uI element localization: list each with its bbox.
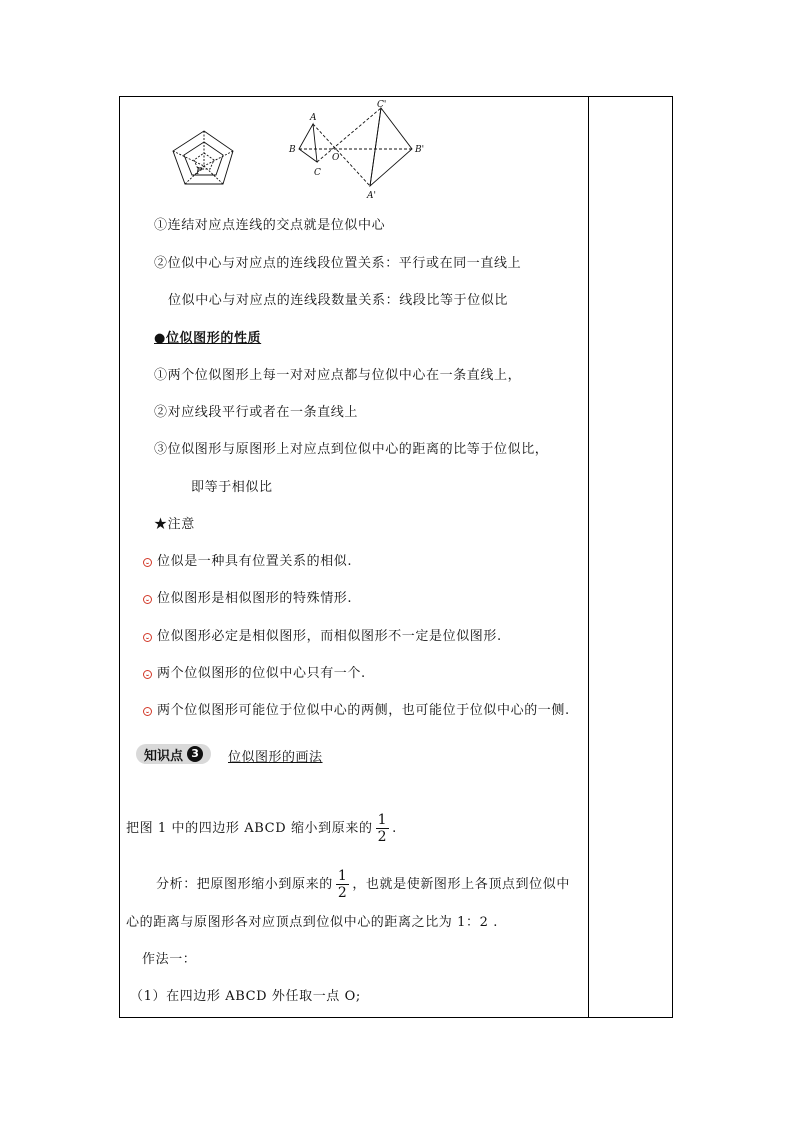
property-1: ①两个位似图形上每一对对应点都与位似中心在一条直线上， xyxy=(154,368,522,383)
note-item xyxy=(143,554,352,570)
smiley-icon xyxy=(143,633,152,642)
note-item xyxy=(143,703,570,719)
analysis-line-2: 心的距离与原图形各对应顶点到位似中心的距离之比为 1：2 . xyxy=(126,915,498,930)
note-text: 位似图形必定是相似图形，而相似图形不一定是位似图形. xyxy=(157,629,502,644)
line-quantity-relation: 位似中心与对应点的连线段数量关系：线段比等于位似比 xyxy=(168,293,509,308)
note-title: ★注意 xyxy=(154,517,195,532)
knowledge-point-number: 3 xyxy=(187,746,203,762)
label-c: C xyxy=(314,168,321,178)
note-text: 位似图形是相似图形的特殊情形. xyxy=(157,591,353,606)
analysis-text-after: ，也就是使新图形上各顶点到位似中 xyxy=(352,877,570,892)
note-text: 位似是一种具有位置关系的相似. xyxy=(157,554,353,569)
pentagon-figure xyxy=(173,131,233,184)
method-heading: 作法一： xyxy=(142,952,197,967)
fraction-one-half: $\frac{1}{2}$ xyxy=(377,812,388,845)
smiley-icon xyxy=(143,595,152,604)
knowledge-point-badge xyxy=(136,744,211,764)
method-step-1: （1）在四边形 ABCD 外任取一点 O; xyxy=(130,989,361,1004)
note-item xyxy=(143,666,366,682)
fraction-one-half: $\frac{1}{2}$ xyxy=(337,868,348,901)
analysis-line-1 xyxy=(156,868,570,902)
label-o: O xyxy=(332,153,340,163)
label-b-prime: B' xyxy=(415,145,425,155)
problem-text-after: . xyxy=(392,821,397,836)
label-p: P xyxy=(196,167,203,177)
label-a: A xyxy=(310,113,317,123)
label-c-prime: C' xyxy=(377,100,387,110)
properties-heading: ●位似图形的性质 xyxy=(154,331,262,346)
problem-text-before: 把图 1 中的四边形 ABCD 缩小到原来的 xyxy=(126,821,373,836)
property-3: ③位似图形与原图形上对应点到位似中心的距离的比等于位似比， xyxy=(154,442,549,457)
knowledge-point-label: 知识点 xyxy=(144,748,184,764)
label-a-prime: A' xyxy=(367,191,376,200)
smiley-icon xyxy=(143,707,152,716)
smiley-icon xyxy=(143,670,152,679)
note-text: 两个位似图形的位似中心只有一个. xyxy=(157,666,366,681)
note-text: 两个位似图形可能位于位似中心的两侧，也可能位于位似中心的一侧. xyxy=(157,703,570,718)
problem-statement xyxy=(126,812,397,846)
note-item xyxy=(143,591,352,607)
property-3-continuation: 即等于相似比 xyxy=(191,480,273,495)
knowledge-point-title: 位似图形的画法 xyxy=(228,750,323,765)
label-b: B xyxy=(289,145,296,155)
line-center-by-intersection: ①连结对应点连线的交点就是位似中心 xyxy=(154,218,386,233)
note-item xyxy=(143,629,502,645)
line-position-relation: ②位似中心与对应点的连线段位置关系：平行或在同一直线上 xyxy=(154,256,522,271)
analysis-text-before: 分析：把原图形缩小到原来的 xyxy=(156,877,333,892)
homothety-figures xyxy=(160,100,440,200)
table-column-divider xyxy=(588,96,589,1018)
smiley-icon xyxy=(143,558,152,567)
property-2: ②对应线段平行或者在一条直线上 xyxy=(154,405,359,420)
